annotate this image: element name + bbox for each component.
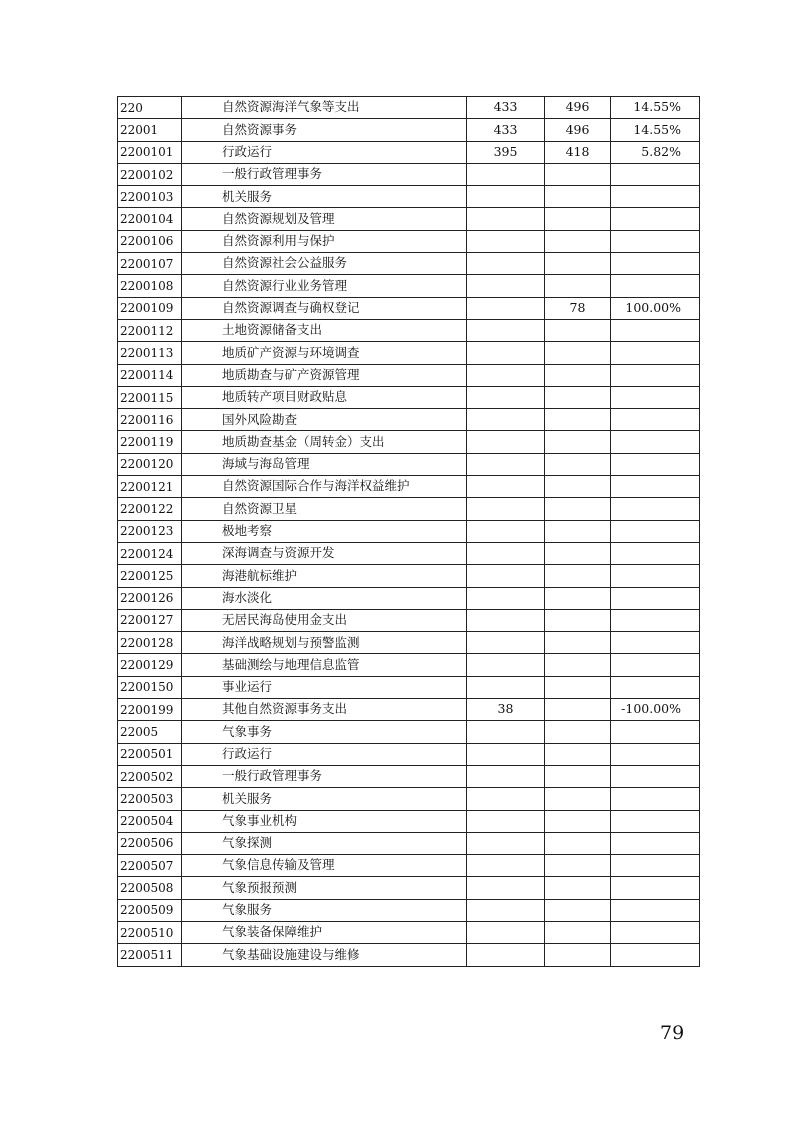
row-value-cell xyxy=(545,542,611,564)
row-value-cell: 38 xyxy=(467,699,545,721)
row-percent-cell xyxy=(611,654,700,676)
table-row xyxy=(118,163,700,185)
row-name-cell: 自然资源调查与确权登记 xyxy=(182,297,467,319)
table-row xyxy=(118,743,700,765)
table-row xyxy=(118,141,700,163)
row-name-cell: 事业运行 xyxy=(182,676,467,698)
row-code-cell: 2200119 xyxy=(118,431,182,453)
row-code-cell: 2200106 xyxy=(118,230,182,252)
row-value-cell xyxy=(467,654,545,676)
row-name-cell: 气象信息传输及管理 xyxy=(182,855,467,877)
row-name-cell: 地质矿产资源与环境调查 xyxy=(182,342,467,364)
row-value-cell xyxy=(467,743,545,765)
row-percent-cell: 100.00% xyxy=(611,297,700,319)
row-value-cell: 433 xyxy=(467,97,545,119)
row-code-cell: 2200122 xyxy=(118,498,182,520)
row-percent-cell xyxy=(611,565,700,587)
row-percent-cell: 14.55% xyxy=(611,119,700,141)
row-percent-cell xyxy=(611,364,700,386)
row-value-cell xyxy=(467,275,545,297)
budget-table-body xyxy=(118,97,700,967)
row-code-cell: 2200508 xyxy=(118,877,182,899)
row-name-cell: 机关服务 xyxy=(182,186,467,208)
table-row xyxy=(118,476,700,498)
row-value-cell xyxy=(467,230,545,252)
row-name-cell: 国外风险勘查 xyxy=(182,409,467,431)
row-value-cell: 496 xyxy=(545,97,611,119)
row-value-cell xyxy=(545,364,611,386)
row-value-cell xyxy=(467,632,545,654)
row-value-cell xyxy=(467,208,545,230)
row-percent-cell xyxy=(611,409,700,431)
row-code-cell: 2200126 xyxy=(118,587,182,609)
row-value-cell xyxy=(545,944,611,966)
row-value-cell xyxy=(545,699,611,721)
row-code-cell: 2200502 xyxy=(118,765,182,787)
row-value-cell xyxy=(467,765,545,787)
table-row xyxy=(118,386,700,408)
row-code-cell: 2200506 xyxy=(118,832,182,854)
row-code-cell: 2200150 xyxy=(118,676,182,698)
row-code-cell: 2200108 xyxy=(118,275,182,297)
row-value-cell: 496 xyxy=(545,119,611,141)
row-code-cell: 2200503 xyxy=(118,788,182,810)
row-value-cell xyxy=(545,453,611,475)
table-row xyxy=(118,275,700,297)
row-value-cell xyxy=(467,163,545,185)
row-name-cell: 地质转产项目财政贴息 xyxy=(182,386,467,408)
row-percent-cell xyxy=(611,765,700,787)
row-value-cell xyxy=(545,431,611,453)
table-row xyxy=(118,565,700,587)
table-row xyxy=(118,721,700,743)
row-percent-cell xyxy=(611,453,700,475)
row-code-cell: 2200104 xyxy=(118,208,182,230)
row-value-cell xyxy=(545,565,611,587)
row-percent-cell: 14.55% xyxy=(611,97,700,119)
row-value-cell xyxy=(545,743,611,765)
row-code-cell: 2200114 xyxy=(118,364,182,386)
row-value-cell xyxy=(467,476,545,498)
row-value-cell xyxy=(545,520,611,542)
row-value-cell xyxy=(467,676,545,698)
row-percent-cell xyxy=(611,253,700,275)
row-name-cell: 气象服务 xyxy=(182,899,467,921)
row-code-cell: 2200128 xyxy=(118,632,182,654)
row-name-cell: 自然资源国际合作与海洋权益维护 xyxy=(182,476,467,498)
row-value-cell xyxy=(545,476,611,498)
row-value-cell xyxy=(545,163,611,185)
row-value-cell xyxy=(467,498,545,520)
row-value-cell: 418 xyxy=(545,141,611,163)
table-row xyxy=(118,186,700,208)
row-name-cell: 基础测绘与地理信息监管 xyxy=(182,654,467,676)
row-value-cell xyxy=(467,386,545,408)
row-code-cell: 22005 xyxy=(118,721,182,743)
row-percent-cell xyxy=(611,476,700,498)
row-percent-cell: -100.00% xyxy=(611,699,700,721)
table-row xyxy=(118,944,700,966)
budget-table xyxy=(117,96,700,967)
row-value-cell xyxy=(545,319,611,341)
table-row xyxy=(118,230,700,252)
row-value-cell xyxy=(467,810,545,832)
row-name-cell: 自然资源行业业务管理 xyxy=(182,275,467,297)
row-value-cell xyxy=(467,431,545,453)
row-value-cell xyxy=(467,899,545,921)
row-name-cell: 地质勘查与矿产资源管理 xyxy=(182,364,467,386)
row-name-cell: 气象事务 xyxy=(182,721,467,743)
row-code-cell: 2200101 xyxy=(118,141,182,163)
row-name-cell: 自然资源规划及管理 xyxy=(182,208,467,230)
row-percent-cell xyxy=(611,587,700,609)
row-value-cell xyxy=(467,542,545,564)
row-percent-cell xyxy=(611,520,700,542)
row-value-cell xyxy=(467,721,545,743)
row-name-cell: 极地考察 xyxy=(182,520,467,542)
row-name-cell: 气象事业机构 xyxy=(182,810,467,832)
row-code-cell: 2200129 xyxy=(118,654,182,676)
row-name-cell: 一般行政管理事务 xyxy=(182,163,467,185)
table-row xyxy=(118,877,700,899)
row-value-cell xyxy=(545,208,611,230)
row-percent-cell xyxy=(611,632,700,654)
row-percent-cell xyxy=(611,319,700,341)
row-name-cell: 行政运行 xyxy=(182,141,467,163)
row-value-cell xyxy=(467,409,545,431)
table-row xyxy=(118,208,700,230)
row-name-cell: 自然资源卫星 xyxy=(182,498,467,520)
row-value-cell xyxy=(467,297,545,319)
row-name-cell: 自然资源利用与保护 xyxy=(182,230,467,252)
row-percent-cell xyxy=(611,275,700,297)
row-percent-cell xyxy=(611,676,700,698)
row-value-cell xyxy=(545,899,611,921)
table-row xyxy=(118,921,700,943)
row-percent-cell xyxy=(611,163,700,185)
row-name-cell: 机关服务 xyxy=(182,788,467,810)
row-percent-cell xyxy=(611,431,700,453)
row-value-cell xyxy=(467,788,545,810)
row-value-cell xyxy=(467,453,545,475)
row-name-cell: 气象基础设施建设与维修 xyxy=(182,944,467,966)
row-code-cell: 2200510 xyxy=(118,921,182,943)
row-value-cell xyxy=(467,832,545,854)
row-value-cell xyxy=(545,654,611,676)
row-name-cell: 海洋战略规划与预警监测 xyxy=(182,632,467,654)
row-value-cell xyxy=(467,609,545,631)
row-value-cell xyxy=(545,498,611,520)
row-percent-cell xyxy=(611,855,700,877)
row-code-cell: 2200511 xyxy=(118,944,182,966)
row-percent-cell xyxy=(611,342,700,364)
row-name-cell: 气象探测 xyxy=(182,832,467,854)
page-number: 79 xyxy=(660,1022,685,1044)
row-value-cell xyxy=(545,386,611,408)
row-value-cell xyxy=(545,587,611,609)
row-code-cell: 2200199 xyxy=(118,699,182,721)
row-name-cell: 海港航标维护 xyxy=(182,565,467,587)
row-value-cell xyxy=(545,676,611,698)
row-value-cell xyxy=(545,855,611,877)
row-percent-cell xyxy=(611,230,700,252)
row-code-cell: 2200102 xyxy=(118,163,182,185)
row-value-cell xyxy=(545,609,611,631)
row-code-cell: 220 xyxy=(118,97,182,119)
row-value-cell: 78 xyxy=(545,297,611,319)
row-name-cell: 土地资源储备支出 xyxy=(182,319,467,341)
table-row xyxy=(118,832,700,854)
table-row xyxy=(118,676,700,698)
row-value-cell xyxy=(545,342,611,364)
row-value-cell xyxy=(545,186,611,208)
row-value-cell xyxy=(545,765,611,787)
table-row xyxy=(118,253,700,275)
row-percent-cell xyxy=(611,899,700,921)
row-percent-cell xyxy=(611,386,700,408)
row-value-cell xyxy=(545,877,611,899)
table-row xyxy=(118,699,700,721)
row-percent-cell xyxy=(611,921,700,943)
row-code-cell: 2200120 xyxy=(118,453,182,475)
row-code-cell: 2200509 xyxy=(118,899,182,921)
row-code-cell: 22001 xyxy=(118,119,182,141)
row-name-cell: 无居民海岛使用金支出 xyxy=(182,609,467,631)
row-value-cell xyxy=(467,877,545,899)
row-name-cell: 海域与海岛管理 xyxy=(182,453,467,475)
row-value-cell: 395 xyxy=(467,141,545,163)
row-name-cell: 一般行政管理事务 xyxy=(182,765,467,787)
row-percent-cell xyxy=(611,810,700,832)
row-name-cell: 气象装备保障维护 xyxy=(182,921,467,943)
row-code-cell: 2200107 xyxy=(118,253,182,275)
row-code-cell: 2200504 xyxy=(118,810,182,832)
row-value-cell xyxy=(467,342,545,364)
table-row xyxy=(118,342,700,364)
row-name-cell: 行政运行 xyxy=(182,743,467,765)
row-value-cell xyxy=(545,721,611,743)
row-value-cell xyxy=(545,275,611,297)
row-value-cell xyxy=(467,587,545,609)
row-name-cell: 自然资源事务 xyxy=(182,119,467,141)
table-row xyxy=(118,498,700,520)
table-row xyxy=(118,587,700,609)
table-row xyxy=(118,765,700,787)
row-code-cell: 2200121 xyxy=(118,476,182,498)
row-value-cell xyxy=(467,253,545,275)
table-row xyxy=(118,899,700,921)
row-value-cell xyxy=(467,319,545,341)
table-row xyxy=(118,542,700,564)
row-code-cell: 2200124 xyxy=(118,542,182,564)
row-percent-cell xyxy=(611,832,700,854)
row-code-cell: 2200115 xyxy=(118,386,182,408)
row-name-cell: 自然资源海洋气象等支出 xyxy=(182,97,467,119)
row-value-cell: 433 xyxy=(467,119,545,141)
table-row xyxy=(118,788,700,810)
row-percent-cell xyxy=(611,743,700,765)
row-value-cell xyxy=(467,855,545,877)
row-value-cell xyxy=(545,810,611,832)
row-code-cell: 2200116 xyxy=(118,409,182,431)
row-name-cell: 海水淡化 xyxy=(182,587,467,609)
row-name-cell: 地质勘查基金（周转金）支出 xyxy=(182,431,467,453)
row-percent-cell xyxy=(611,542,700,564)
row-percent-cell: 5.82% xyxy=(611,141,700,163)
row-value-cell xyxy=(467,520,545,542)
row-code-cell: 2200103 xyxy=(118,186,182,208)
row-value-cell xyxy=(545,832,611,854)
row-value-cell xyxy=(545,409,611,431)
row-percent-cell xyxy=(611,498,700,520)
row-code-cell: 2200501 xyxy=(118,743,182,765)
row-value-cell xyxy=(545,230,611,252)
table-row xyxy=(118,119,700,141)
row-code-cell: 2200125 xyxy=(118,565,182,587)
table-row xyxy=(118,319,700,341)
row-name-cell: 其他自然资源事务支出 xyxy=(182,699,467,721)
row-code-cell: 2200123 xyxy=(118,520,182,542)
row-percent-cell xyxy=(611,609,700,631)
row-name-cell: 深海调查与资源开发 xyxy=(182,542,467,564)
row-percent-cell xyxy=(611,877,700,899)
table-row xyxy=(118,364,700,386)
row-value-cell xyxy=(467,565,545,587)
table-row xyxy=(118,855,700,877)
row-name-cell: 自然资源社会公益服务 xyxy=(182,253,467,275)
row-percent-cell xyxy=(611,208,700,230)
row-value-cell xyxy=(545,632,611,654)
row-code-cell: 2200113 xyxy=(118,342,182,364)
table-row xyxy=(118,431,700,453)
row-percent-cell xyxy=(611,944,700,966)
table-row xyxy=(118,632,700,654)
table-row xyxy=(118,409,700,431)
row-percent-cell xyxy=(611,721,700,743)
table-row xyxy=(118,810,700,832)
row-value-cell xyxy=(467,944,545,966)
table-row xyxy=(118,654,700,676)
row-code-cell: 2200127 xyxy=(118,609,182,631)
row-name-cell: 气象预报预测 xyxy=(182,877,467,899)
table-row xyxy=(118,97,700,119)
table-row xyxy=(118,609,700,631)
row-value-cell xyxy=(545,253,611,275)
table-row xyxy=(118,297,700,319)
row-percent-cell xyxy=(611,788,700,810)
row-value-cell xyxy=(545,788,611,810)
row-value-cell xyxy=(545,921,611,943)
row-code-cell: 2200112 xyxy=(118,319,182,341)
row-value-cell xyxy=(467,921,545,943)
row-code-cell: 2200109 xyxy=(118,297,182,319)
row-value-cell xyxy=(467,186,545,208)
table-row xyxy=(118,520,700,542)
row-value-cell xyxy=(467,364,545,386)
table-row xyxy=(118,453,700,475)
row-percent-cell xyxy=(611,186,700,208)
row-code-cell: 2200507 xyxy=(118,855,182,877)
